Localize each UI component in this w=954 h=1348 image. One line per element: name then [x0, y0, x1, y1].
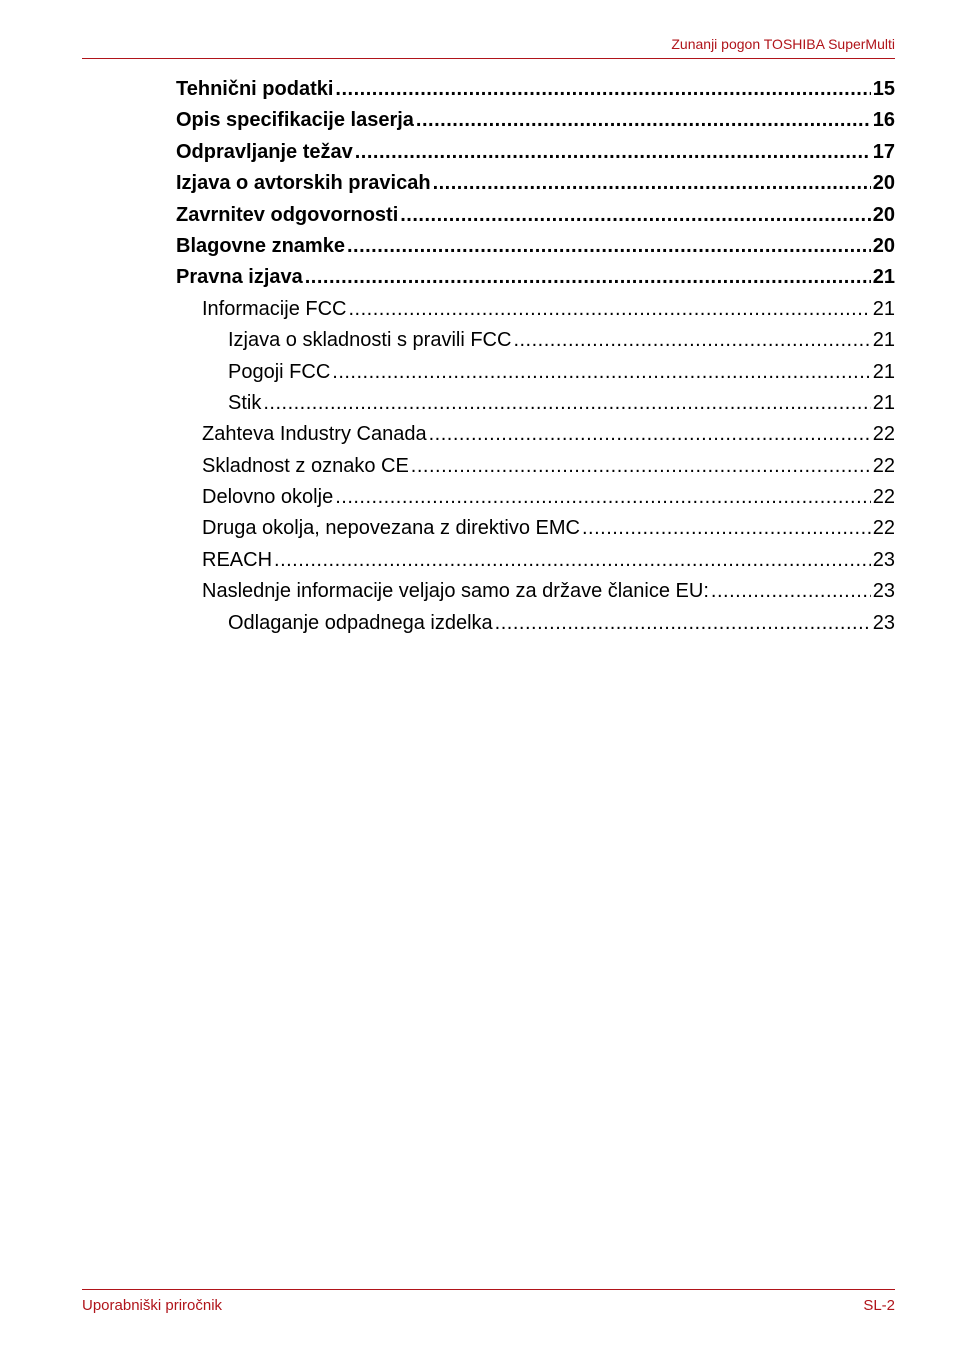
toc-entry-page: 21 [872, 329, 895, 352]
toc-entry-title: Zavrnitev odgovornosti [176, 203, 399, 226]
toc-entry-page: 21 [872, 360, 895, 383]
toc-entry-title: REACH [202, 548, 273, 571]
toc-entry[interactable] [176, 204, 895, 235]
toc-entry-title: Izjava o avtorskih pravicah [176, 172, 431, 195]
toc-dot-leader [263, 392, 870, 415]
toc-dot-leader [305, 266, 871, 289]
toc-entry[interactable] [176, 78, 895, 109]
toc-dot-leader [400, 204, 871, 227]
toc-entry[interactable] [176, 455, 895, 486]
toc-dot-leader [335, 486, 871, 509]
toc-entry[interactable] [176, 109, 895, 140]
toc-entry[interactable] [176, 172, 895, 203]
toc-dot-leader [347, 235, 871, 258]
toc-entry-page: 16 [872, 109, 895, 132]
toc-dot-leader [355, 141, 871, 164]
toc-entry-title: Izjava o skladnosti s pravili FCC [228, 329, 512, 352]
footer-manual-title: Uporabniški priročnik [82, 1297, 223, 1314]
toc-dot-leader [513, 329, 870, 352]
toc-entry[interactable] [176, 141, 895, 172]
table-of-contents [176, 78, 895, 643]
toc-entry-page: 23 [872, 580, 895, 603]
toc-entry-title: Stik [228, 391, 262, 414]
header-rule [82, 58, 895, 59]
toc-entry-page: 23 [872, 611, 895, 634]
toc-entry-title: Pravna izjava [176, 266, 303, 289]
header-title: Zunanji pogon TOSHIBA SuperMulti [671, 36, 895, 52]
toc-entry-page: 20 [872, 172, 895, 195]
toc-dot-leader [348, 298, 870, 321]
toc-entry[interactable] [176, 580, 895, 611]
toc-dot-leader [582, 517, 871, 540]
toc-entry-page: 20 [872, 234, 895, 257]
toc-dot-leader [416, 109, 871, 132]
toc-entry-title: Informacije FCC [202, 297, 347, 320]
footer-page-number: SL-2 [863, 1297, 895, 1314]
toc-entry-page: 17 [872, 140, 895, 163]
toc-entry[interactable] [176, 235, 895, 266]
toc-entry-title: Odlaganje odpadnega izdelka [228, 611, 493, 634]
toc-dot-leader [411, 455, 871, 478]
toc-entry-page: 23 [872, 548, 895, 571]
toc-entry-page: 22 [872, 454, 895, 477]
toc-entry-title: Pogoji FCC [228, 360, 331, 383]
toc-entry-page: 22 [872, 423, 895, 446]
toc-dot-leader [433, 172, 871, 195]
toc-entry[interactable] [176, 549, 895, 580]
toc-entry-page: 21 [872, 297, 895, 320]
toc-dot-leader [332, 361, 870, 384]
toc-dot-leader [335, 78, 870, 101]
toc-entry-title: Druga okolja, nepovezana z direktivo EMC [202, 517, 580, 540]
toc-entry[interactable] [176, 423, 895, 454]
toc-entry[interactable] [176, 517, 895, 548]
toc-dot-leader [429, 423, 871, 446]
toc-entry[interactable] [176, 392, 895, 423]
toc-entry-page: 21 [872, 391, 895, 414]
toc-entry[interactable] [176, 612, 895, 643]
toc-entry[interactable] [176, 486, 895, 517]
toc-entry-page: 20 [872, 203, 895, 226]
toc-entry[interactable] [176, 266, 895, 297]
toc-entry-title: Blagovne znamke [176, 234, 345, 257]
toc-dot-leader [495, 612, 871, 635]
footer-rule [82, 1289, 895, 1290]
toc-entry[interactable] [176, 361, 895, 392]
toc-entry-page: 21 [872, 266, 895, 289]
toc-entry-title: Odpravljanje težav [176, 140, 353, 163]
toc-dot-leader [274, 549, 871, 572]
toc-entry-title: Skladnost z oznako CE [202, 454, 409, 477]
toc-entry-page: 22 [872, 517, 895, 540]
toc-entry[interactable] [176, 329, 895, 360]
toc-entry-title: Naslednje informacije veljajo samo za države članice EU: [202, 580, 709, 603]
toc-entry-page: 22 [872, 486, 895, 509]
toc-entry-title: Tehnični podatki [176, 78, 334, 100]
toc-entry-title: Delovno okolje [202, 486, 334, 509]
toc-entry-title: Opis specifikacije laserja [176, 109, 414, 132]
toc-dot-leader [711, 580, 871, 603]
toc-entry-title: Zahteva Industry Canada [202, 423, 427, 446]
toc-entry-page: 15 [872, 78, 895, 100]
toc-entry[interactable] [176, 298, 895, 329]
